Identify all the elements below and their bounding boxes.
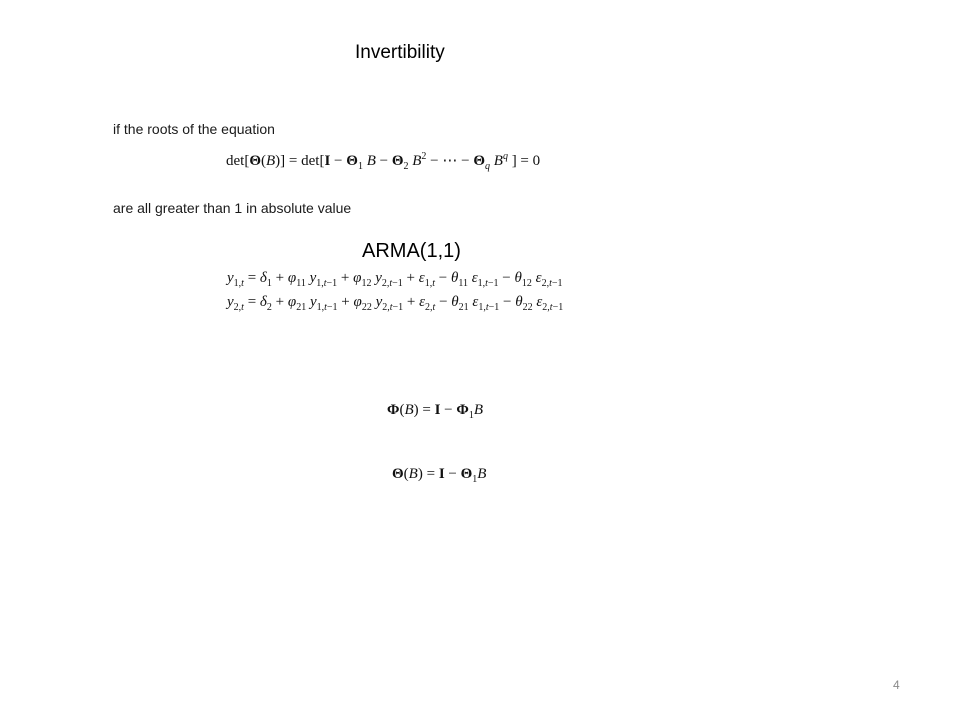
phi-operator-equation: $\Phi(B) = I - \Phi_1B$ — [387, 402, 483, 421]
determinant-equation: $\det[\Theta(B)] = \det[I - \Theta_1$ $B - \Theta_2$ $B^2$ − ⋯ − $\Theta_q$ $B^q$ ] = 0 — [226, 151, 541, 172]
arma-subtitle: ARMA(1,1) — [362, 240, 461, 262]
outro-text: are all greater than 1 in absolute value — [113, 200, 352, 216]
page-number: 4 — [893, 678, 900, 692]
slide-title: Invertibility — [355, 42, 445, 63]
intro-text: if the roots of the equation — [113, 121, 275, 137]
y2-equation: $y_{2,t} = \delta_2 + \varphi_{21}$ $y_{1,t-1} + \varphi_{22}$ $y_{2,t-1} + \varepsilon_{2,t} - \theta_{21}$ $\varepsilon_{1,t-1} - \theta_{22}$ $\varepsilon_{2,t-1}$ — [227, 294, 564, 313]
y1-equation: $y_{1,t} = \delta_1 + \varphi_{11}$ $y_{1,t-1} + \varphi_{12}$ $y_{2,t-1} + \varepsilon_{1,t} - \theta_{11}$ $\varepsilon_{1,t-1} - \theta_{12}$ $\varepsilon_{2,t-1}$ — [227, 270, 563, 289]
theta-operator-equation: $\Theta(B) = I - \Theta_1B$ — [392, 466, 487, 485]
